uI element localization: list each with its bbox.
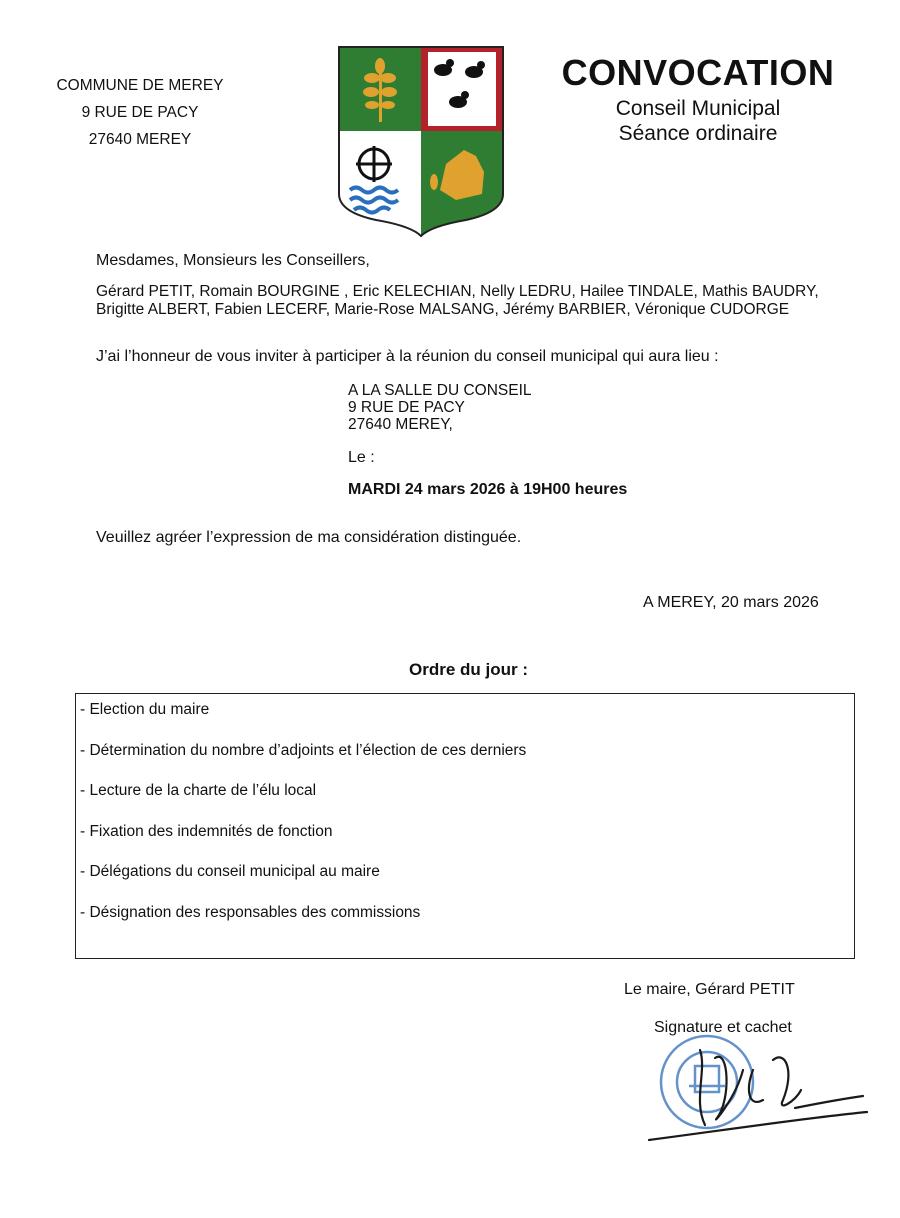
agenda-item: - Détermination du nombre d’adjoints et l’élection de ces derniers [80,741,527,759]
agenda-item: - Délégations du conseil municipal au maire [80,863,380,881]
sender-address [40,72,240,153]
header-subtitle-council: Conseil Municipal [615,97,781,120]
venue-line: A LA SALLE DU CONSEIL [348,382,532,399]
recipients-line: Gérard PETIT, Romain BOURGINE , Eric KELECHIAN, Nelly LEDRU, Hailee TINDALE, Mathis BAUDRY, [96,283,819,300]
meeting-datetime: MARDI 24 mars 2026 à 19H00 heures [348,481,628,498]
page-title: CONVOCATION [561,52,835,93]
agenda-item: - Fixation des indemnités de fonction [80,822,333,840]
agenda-item: - Election du maire [80,701,210,718]
closing-formula: Veuillez agréer l’expression de ma considération distinguée. [96,529,522,546]
invitation-text: J’ai l’honneur de vous inviter à participer à la réunion du conseil municipal qui aura lieu : [96,348,719,365]
sender-commune: COMMUNE DE MEREY [56,77,224,94]
coat-of-arms-icon [336,44,506,238]
sender-city: 27640 MEREY [88,131,192,148]
sender-street: 9 RUE DE PACY [81,104,199,121]
salutation: Mesdames, Monsieurs les Conseillers, [96,252,370,269]
agenda-title: Ordre du jour : [409,660,528,679]
header-subtitle-session: Séance ordinaire [618,122,778,145]
agenda-box [75,693,855,959]
place-and-date: A MEREY, 20 mars 2026 [643,594,819,611]
signature-stamp-icon [645,1030,875,1145]
recipient-list [96,283,819,319]
venue-line: 9 RUE DE PACY [348,399,465,416]
signature-label: Signature et cachet [654,1019,792,1036]
recipients-line: Brigitte ALBERT, Fabien LECERF, Marie-Rose MALSANG, Jérémy BARBIER, Véronique CUDORGE [96,301,790,318]
date-label: Le : [348,449,375,466]
venue-line: 27640 MEREY, [348,416,453,433]
mayor-name: Le maire, Gérard PETIT [624,981,795,998]
agenda-item: - Désignation des responsables des commissions [80,903,421,921]
agenda-item: - Lecture de la charte de l’élu local [80,782,317,800]
document-header [540,50,856,146]
agenda-list [80,700,526,944]
meeting-venue [348,382,532,433]
